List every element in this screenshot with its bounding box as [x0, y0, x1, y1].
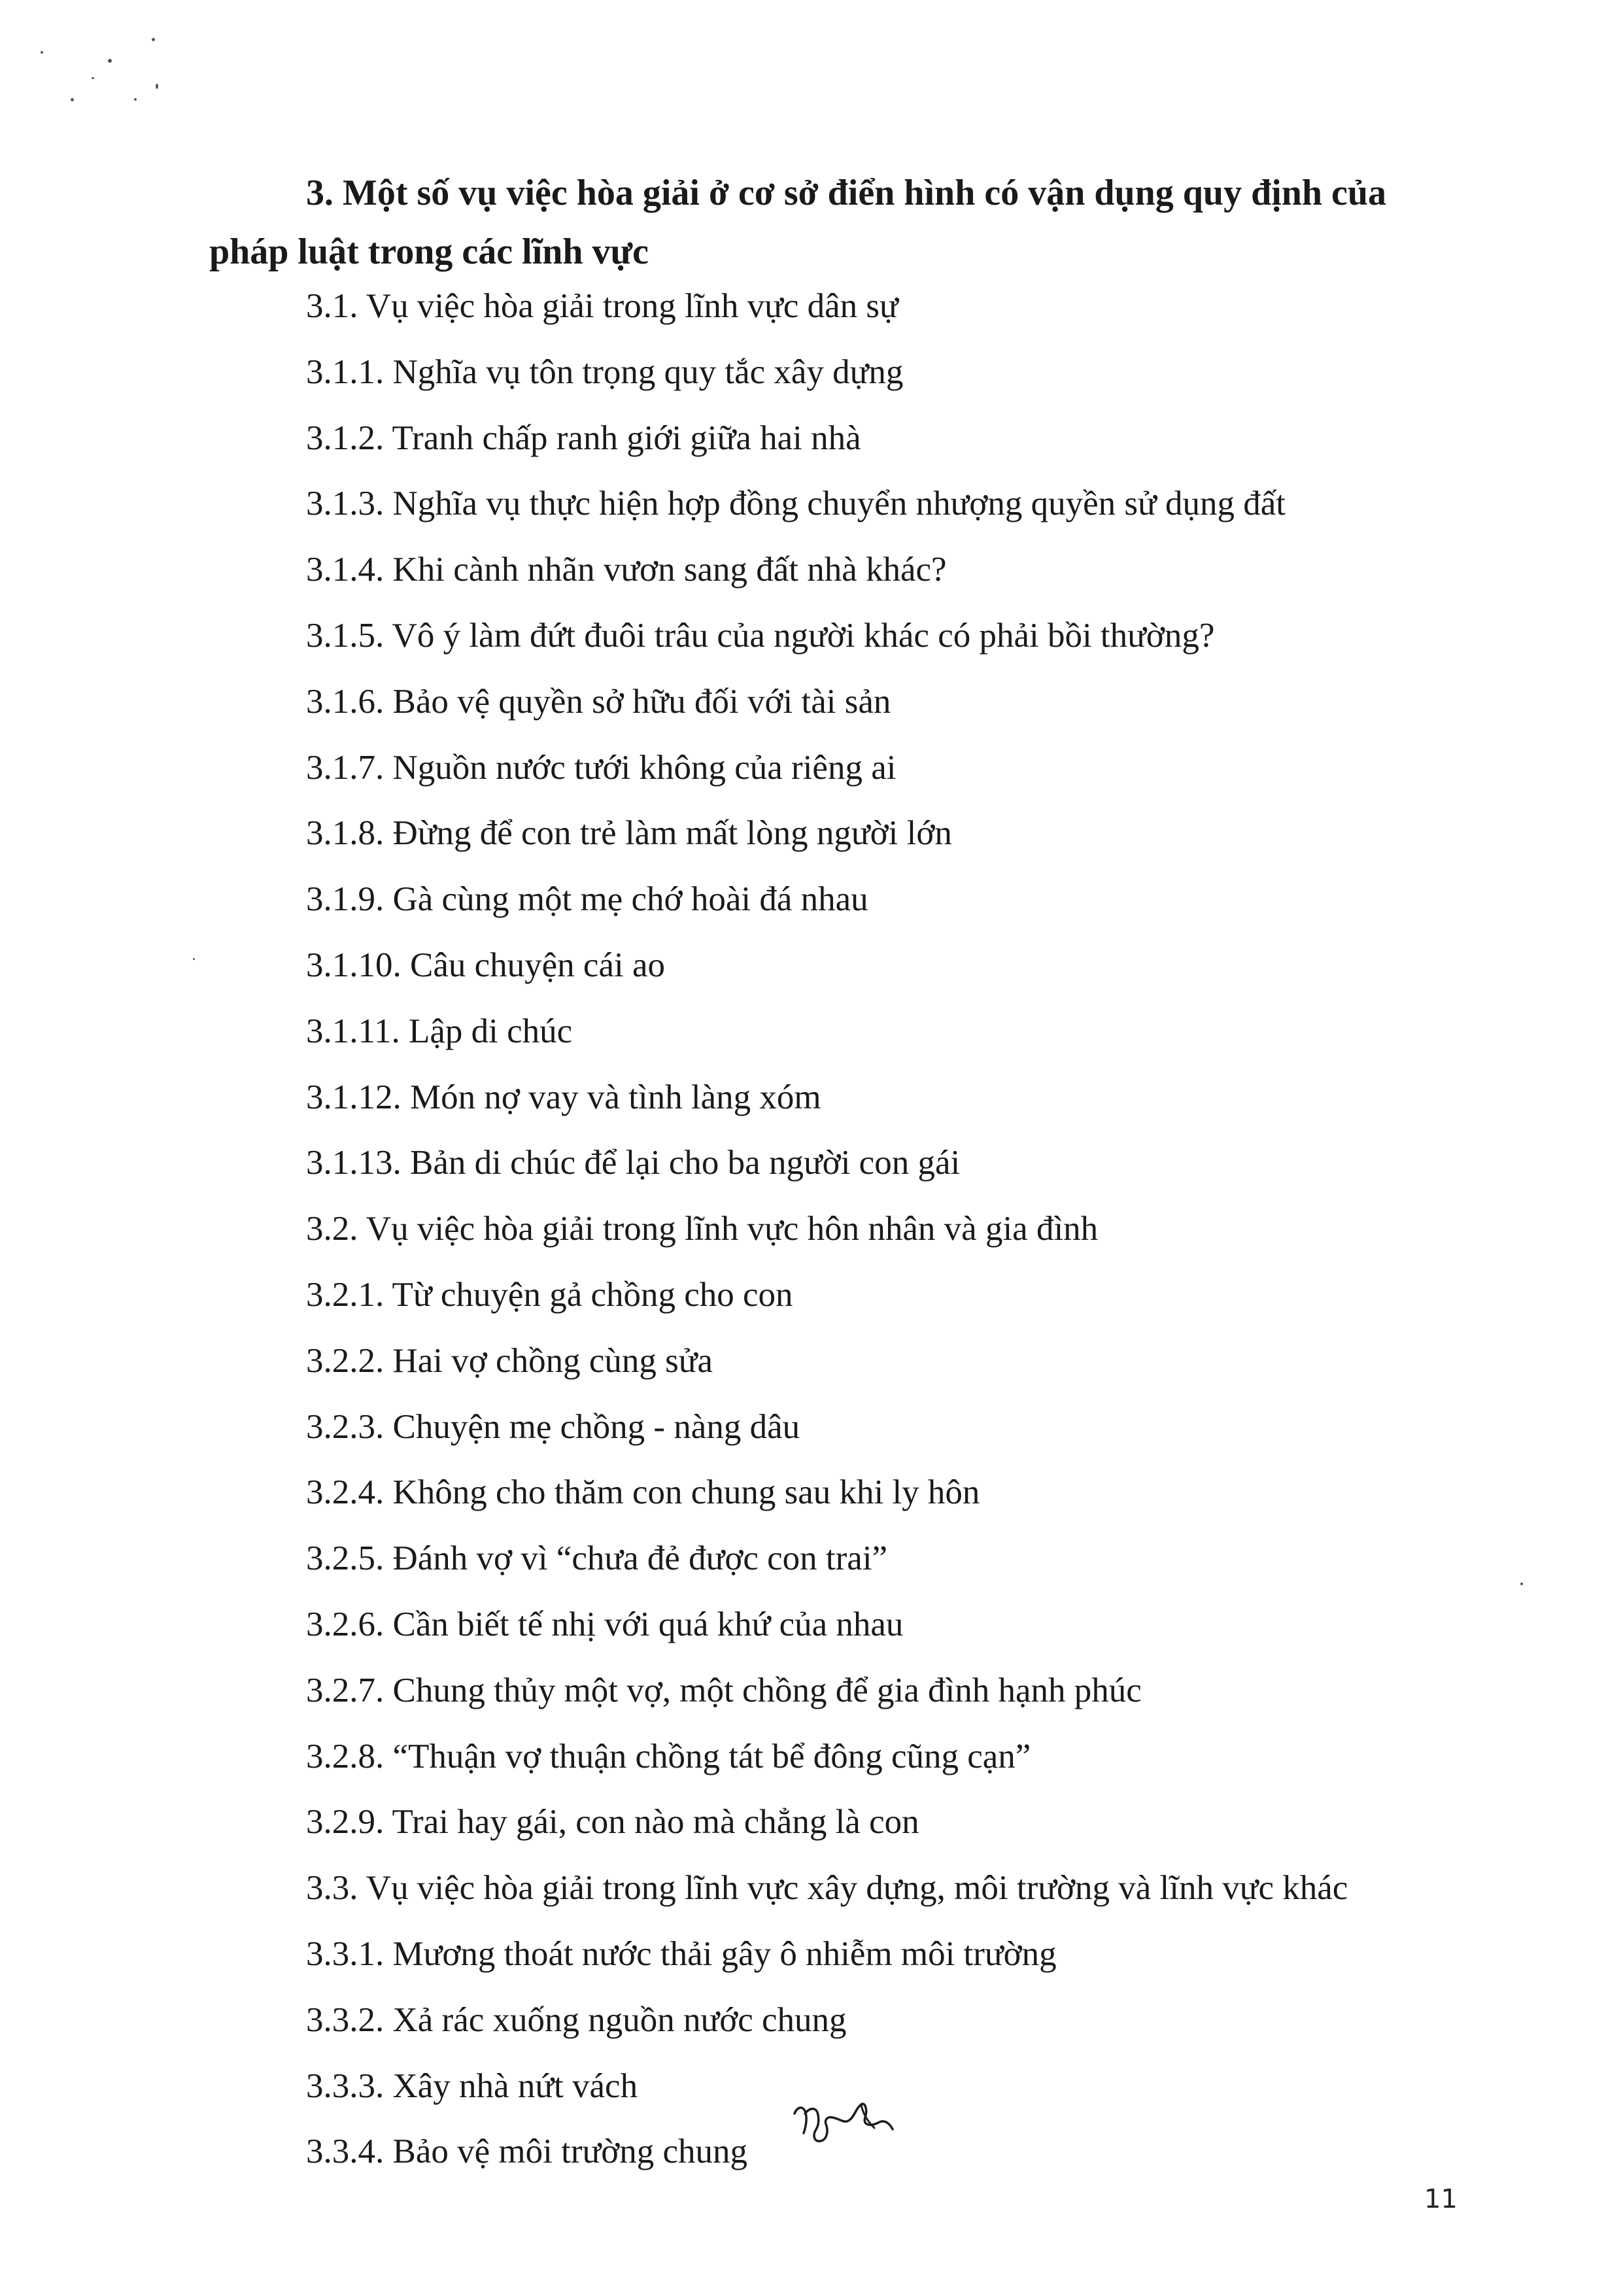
- toc-item: 3.2. Vụ việc hòa giải trong lĩnh vực hôn nhân và gia đình: [306, 1210, 1099, 1248]
- toc-item: 3.2.3. Chuyện mẹ chồng - nàng dâu: [306, 1407, 800, 1446]
- toc-item: 3.2.9. Trai hay gái, con nào mà chẳng là con: [306, 1803, 919, 1842]
- toc-item: 3.1. Vụ việc hòa giải trong lĩnh vực dân sự: [306, 287, 898, 325]
- toc-item: 3.3.1. Mương thoát nước thải gây ô nhiễm môi trường: [306, 1934, 1057, 1973]
- toc-item: 3.1.4. Khi cành nhãn vươn sang đất nhà khác?: [306, 551, 947, 589]
- toc-item: 3.3.3. Xây nhà nứt vách: [306, 2066, 638, 2105]
- scan-speck: [156, 84, 158, 89]
- section-heading: [209, 163, 1465, 281]
- toc-item: 3.3.4. Bảo vệ môi trường chung: [306, 2133, 747, 2171]
- toc-item: 3.2.1. Từ chuyện gả chồng cho con: [306, 1275, 793, 1314]
- toc-item: 3.1.7. Nguồn nước tưới không của riêng ai: [306, 748, 897, 787]
- toc-item: 3.1.13. Bản di chúc để lại cho ba người con gái: [306, 1144, 961, 1182]
- scan-speck: [193, 958, 195, 960]
- toc-list: [306, 273, 1483, 2185]
- toc-item: 3.3.2. Xả rác xuống nguồn nước chung: [306, 2000, 847, 2039]
- scan-speck: [1520, 1583, 1523, 1585]
- toc-item: 3.2.2. Hai vợ chồng cùng sửa: [306, 1341, 713, 1380]
- toc-item: 3.3. Vụ việc hòa giải trong lĩnh vực xây dựng, môi trường và lĩnh vực khác: [306, 1869, 1348, 1908]
- toc-item: 3.1.1. Nghĩa vụ tôn trọng quy tắc xây dựng: [306, 352, 904, 391]
- toc-item: 3.1.10. Câu chuyện cái ao: [306, 946, 665, 984]
- toc-item: 3.1.2. Tranh chấp ranh giới giữa hai nhà: [306, 419, 861, 457]
- toc-item: 3.1.8. Đừng để con trẻ làm mất lòng người lớn: [306, 814, 952, 853]
- toc-item: 3.1.9. Gà cùng một mẹ chớ hoài đá nhau: [306, 880, 868, 919]
- toc-item: 3.2.7. Chung thủy một vợ, một chồng để gia đình hạnh phúc: [306, 1671, 1142, 1709]
- scan-speck: [108, 59, 112, 63]
- section-heading-line-2: pháp luật trong các lĩnh vực: [209, 231, 649, 272]
- toc-item: 3.1.12. Món nợ vay và tình làng xóm: [306, 1078, 821, 1116]
- toc-item: 3.2.8. “Thuận vợ thuận chồng tát bể đông cũng cạn”: [306, 1737, 1031, 1775]
- handwritten-initials: [788, 2087, 899, 2146]
- section-heading-line-1: 3. Một số vụ việc hòa giải ở cơ sở điển hình có vận dụng quy định của: [306, 173, 1387, 213]
- scan-speck: [152, 38, 155, 41]
- toc-item: 3.1.11. Lập di chúc: [306, 1012, 573, 1050]
- page-number: 11: [1424, 2184, 1458, 2214]
- scan-speck: [71, 98, 74, 101]
- toc-item: 3.2.5. Đánh vợ vì “chưa đẻ được con trai”: [306, 1539, 888, 1578]
- toc-item: 3.2.6. Cần biết tế nhị với quá khứ của nhau: [306, 1605, 904, 1643]
- scan-speck: [92, 77, 94, 79]
- toc-item: 3.1.5. Vô ý làm đứt đuôi trâu của người khác có phải bồi thường?: [306, 616, 1215, 655]
- scan-speck: [134, 98, 137, 101]
- toc-item: 3.2.4. Không cho thăm con chung sau khi ly hôn: [306, 1473, 980, 1512]
- scan-speck: [41, 51, 43, 54]
- toc-item: 3.1.6. Bảo vệ quyền sở hữu đối với tài sản: [306, 682, 891, 721]
- toc-item: 3.1.3. Nghĩa vụ thực hiện hợp đồng chuyển nhượng quyền sử dụng đất: [306, 485, 1286, 523]
